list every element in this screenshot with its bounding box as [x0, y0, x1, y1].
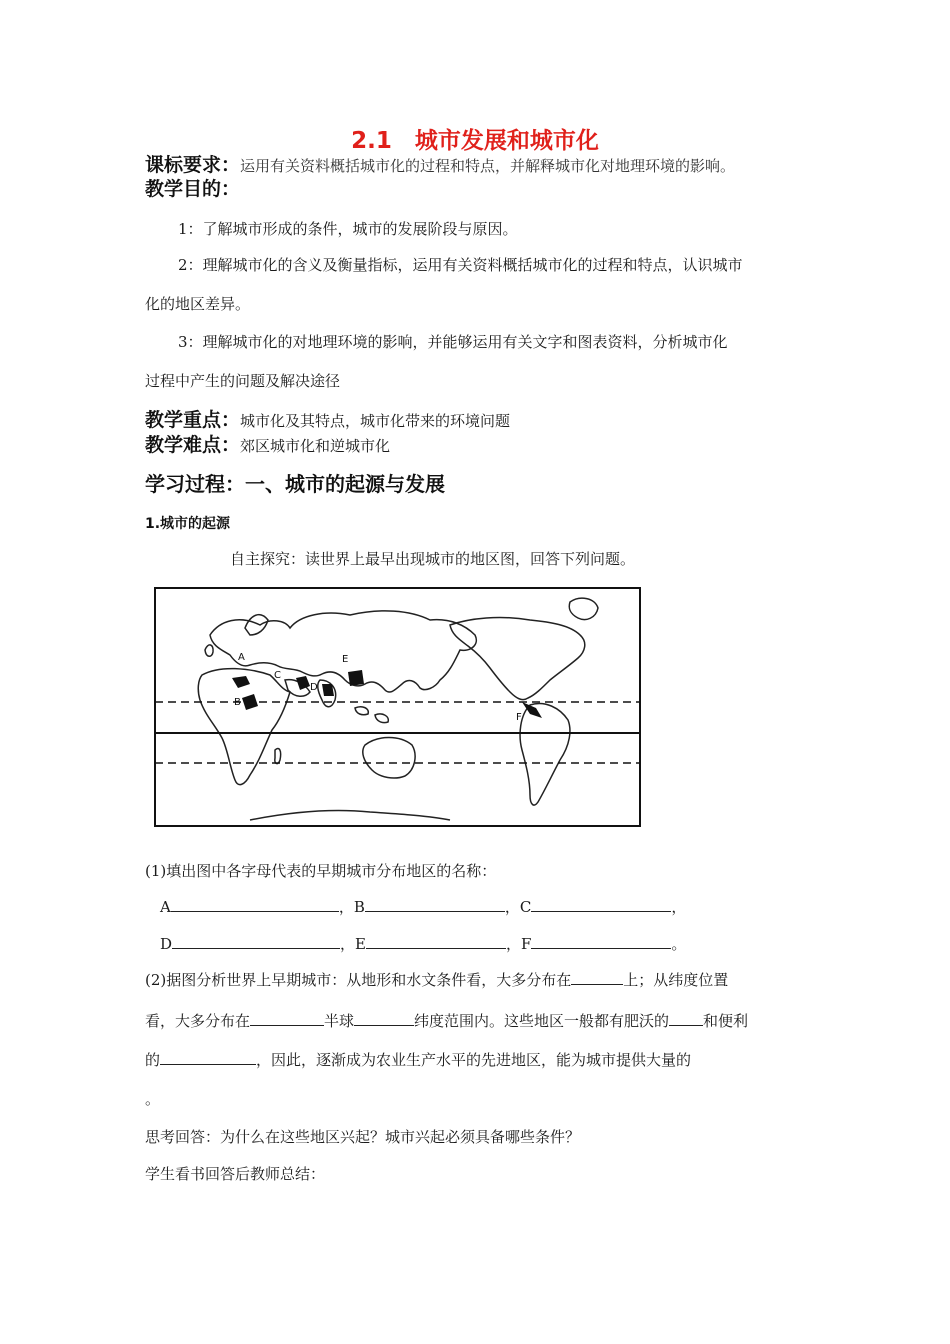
question-1: (1)填出图中各字母代表的早期城市分布地区的名称：	[145, 862, 497, 880]
map-letter-e: E	[342, 654, 349, 665]
answer-row-1	[160, 895, 686, 917]
map-letter-c: C	[274, 670, 281, 681]
blank-b[interactable]	[365, 895, 505, 912]
blank-terrain[interactable]	[571, 968, 623, 985]
q2-text-1b: 上；从纬度位置	[623, 971, 729, 989]
explore-instruction: 自主探究：读世界上最早出现城市的地区图，回答下列问题。	[230, 550, 636, 568]
page-title: 2.1 城市发展和城市化	[351, 128, 599, 154]
label-f: ，F	[505, 935, 532, 953]
row1-end: ，	[671, 898, 687, 916]
q2-text-2a: 看，大多分布在	[145, 1012, 251, 1030]
question-2-line2	[145, 1009, 748, 1031]
answer-row-2	[160, 932, 686, 954]
blank-latitude[interactable]	[354, 1009, 414, 1026]
question-2-line3	[145, 1048, 691, 1070]
objective-3-line2: 过程中产生的问题及解决途径	[145, 372, 341, 390]
teacher-summary: 学生看书回答后教师总结：	[145, 1165, 326, 1183]
map-letter-d: D	[310, 682, 318, 693]
q2-text-2d: 和便利	[703, 1012, 749, 1030]
label-a: A	[160, 898, 171, 916]
question-2-line4: 。	[145, 1090, 161, 1108]
blank-c[interactable]	[531, 895, 671, 912]
process-heading: 学习过程：一、城市的起源与发展	[145, 472, 445, 496]
map-letter-b: B	[234, 697, 241, 708]
difficulty-text: 郊区城市化和逆城市化	[240, 437, 391, 455]
q2-text-1: (2)据图分析世界上早期城市：从地形和水文条件看，大多分布在	[145, 971, 572, 989]
map-letter-a: A	[238, 652, 245, 663]
objectives-label: 教学目的：	[145, 178, 241, 200]
map-letter-f: F	[516, 712, 522, 723]
blank-e[interactable]	[366, 932, 506, 949]
objective-2-line2: 化的地区差异。	[145, 295, 251, 313]
focus-text: 城市化及其特点，城市化带来的环境问题	[240, 412, 511, 430]
question-2-line1	[145, 968, 728, 990]
focus-section	[145, 405, 510, 432]
standard-section	[145, 150, 735, 177]
q2-text-2c: 纬度范围内。这些地区一般都有肥沃的	[414, 1012, 670, 1030]
difficulty-section	[145, 430, 390, 457]
standard-label: 课标要求：	[145, 154, 241, 176]
objective-2-line1: 2：理解城市化的含义及衡量指标，运用有关资料概括城市化的过程和特点，认识城市	[178, 256, 743, 274]
think-question: 思考回答：为什么在这些地区兴起？城市兴起必须具备哪些条件？	[145, 1128, 581, 1146]
label-c: ，C	[504, 898, 532, 916]
blank-soil[interactable]	[669, 1009, 703, 1026]
focus-label: 教学重点：	[145, 409, 241, 431]
label-d: D	[160, 935, 173, 953]
label-b: ，B	[338, 898, 365, 916]
blank-d[interactable]	[172, 932, 340, 949]
label-e: ，E	[340, 935, 366, 953]
q2-text-3a: 的	[145, 1051, 161, 1069]
blank-water[interactable]	[160, 1048, 256, 1065]
objective-3-line1: 3：理解城市化的对地理环境的影响，并能够运用有关文字和图表资料，分析城市化	[178, 333, 728, 351]
row2-end: 。	[671, 935, 687, 953]
standard-text: 运用有关资料概括城市化的过程和特点，并解释城市化对地理环境的影响。	[240, 157, 736, 175]
origin-subheading: 1.城市的起源	[145, 516, 231, 532]
blank-f[interactable]	[531, 932, 671, 949]
blank-a[interactable]	[171, 895, 339, 912]
early-cities-world-map	[150, 580, 645, 850]
difficulty-label: 教学难点：	[145, 434, 241, 456]
q2-text-2b: 半球	[324, 1012, 355, 1030]
q2-text-3b: ，因此，逐渐成为农业生产水平的先进地区，能为城市提供大量的	[256, 1051, 692, 1069]
objective-1: 1：了解城市形成的条件，城市的发展阶段与原因。	[178, 220, 518, 238]
blank-hemisphere[interactable]	[250, 1009, 324, 1026]
